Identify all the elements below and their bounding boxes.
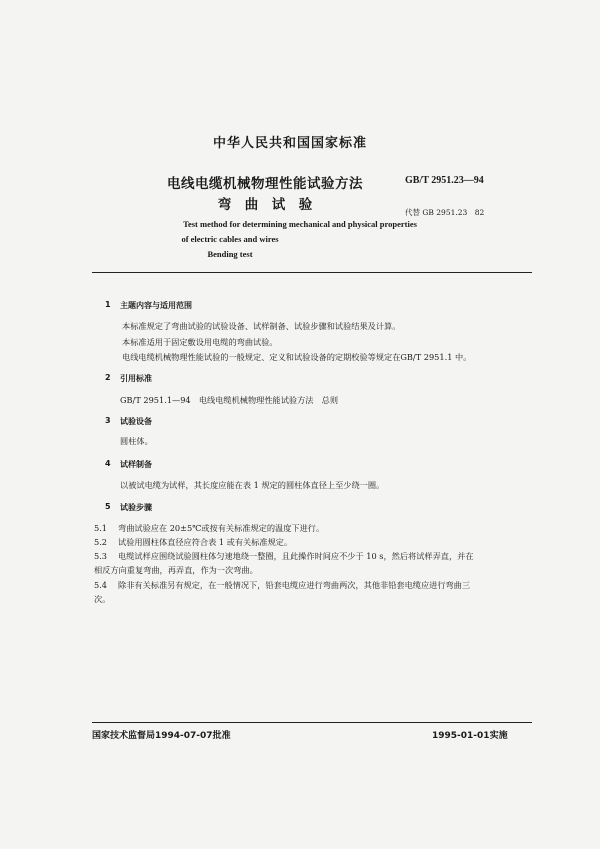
section-number: 4 [105,459,111,468]
paragraph: 电线电缆机械物理性能试验的一般规定、定义和试验设备的定期校验等规定在GB/T 2951.1 中。 [122,352,472,362]
footer-rule [92,722,532,723]
paragraph: GB/T 2951.1—94 电线电缆机械物理性能试验方法 总则 [120,395,339,405]
section-title: 试验设备 [120,417,152,426]
step-text: 电缆试样应围绕试验圆柱体匀速地绕一整圈，且此操作时间应不少于 10 s，然后将试样弄直，并在 [118,551,474,561]
national-standard-heading: 中华人民共和国国家标准 [212,136,367,151]
step-text: 除非有关标准另有规定，在一般情况下，铅套电缆应进行弯曲两次，其他非铅套电缆应进行弯曲三 [118,580,471,590]
step-text: 次。 [94,594,111,604]
section-title: 试样制备 [120,460,152,469]
section-title: 试验步骤 [120,503,152,512]
replaces-code: 代替 GB 2951.23 82 [405,208,485,217]
section-title: 主题内容与适用范围 [120,301,192,310]
paragraph: 本标准规定了弯曲试验的试验设备、试样制备、试验步骤和试验结果及计算。 [122,321,401,331]
title-cn: 电线电缆机械物理性能试验方法 [167,176,363,192]
standard-code: GB/T 2951.23—94 [405,175,484,186]
effective-date: 1995-01-01实施 [432,731,508,741]
step-number: 5.1 [94,523,108,533]
section-title: 引用标准 [120,374,152,383]
approval-date: 国家技术监督局1994-07-07批准 [92,731,231,741]
section-number: 5 [105,502,111,511]
section-number: 1 [105,300,111,309]
title-en-line3: Bending test [207,249,253,259]
subtitle-cn: 弯 曲 试 验 [217,197,313,213]
step-text: 试验用圆柱体直径应符合表 1 或有关标准规定。 [118,537,293,547]
paragraph: 圆柱体。 [120,436,153,446]
header-rule [92,272,532,273]
title-en-line1: Test method for determining mechanical and physical properties [183,219,417,229]
section-number: 3 [105,416,111,425]
step-number: 5.4 [94,580,108,590]
step-text: 相反方向重复弯曲，再弄直，作为一次弯曲。 [94,565,258,575]
section-number: 2 [105,373,111,382]
paragraph: 以被试电缆为试样，其长度应能在表 1 规定的圆柱体直径上至少绕一圈。 [120,480,385,490]
step-text: 弯曲试验应在 20±5℃或按有关标准规定的温度下进行。 [118,523,325,533]
paragraph: 本标准适用于固定敷设用电缆的弯曲试验。 [122,337,278,347]
step-number: 5.2 [94,537,108,547]
title-en-line2: of electric cables and wires [181,234,279,244]
step-number: 5.3 [94,551,108,561]
